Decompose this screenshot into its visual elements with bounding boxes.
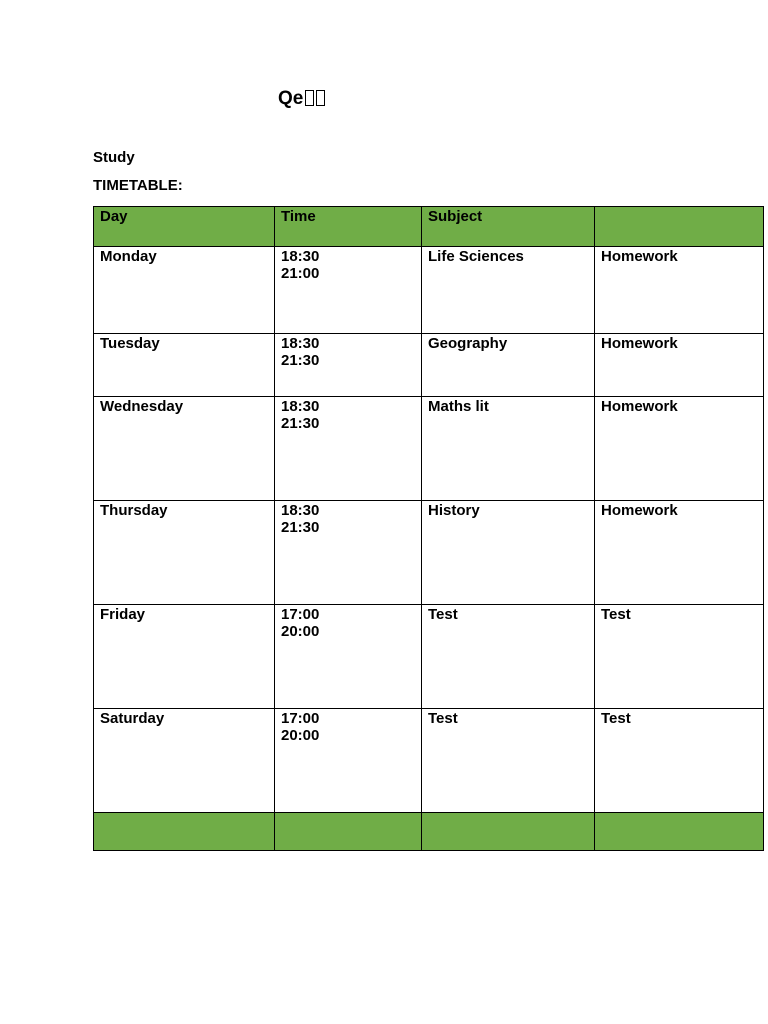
cell-task: Homework	[595, 397, 764, 501]
cell-time	[275, 605, 422, 709]
cell-subject: Geography	[422, 334, 595, 397]
cell-time	[275, 334, 422, 397]
table-header-row	[94, 207, 764, 247]
time-start: 18:30	[281, 398, 320, 415]
cell-time	[275, 247, 422, 334]
footer-cell	[595, 813, 764, 851]
cell-time	[275, 397, 422, 501]
header-cell-day: Day	[94, 207, 275, 247]
cell-task: Homework	[595, 334, 764, 397]
table-row	[94, 605, 764, 709]
time-end: 21:30	[281, 352, 320, 369]
time-end: 21:30	[281, 415, 320, 432]
missing-glyph-box-icon	[316, 90, 325, 106]
time-end: 20:00	[281, 727, 320, 744]
cell-day: Monday	[94, 247, 275, 334]
footer-cell	[275, 813, 422, 851]
table-row	[94, 397, 764, 501]
cell-task: Homework	[595, 247, 764, 334]
header-cell-subject: Subject	[422, 207, 595, 247]
time-end: 21:30	[281, 519, 320, 536]
time-start: 18:30	[281, 248, 320, 265]
cell-day: Wednesday	[94, 397, 275, 501]
cell-time	[275, 501, 422, 605]
cell-time	[275, 709, 422, 813]
cell-day: Thursday	[94, 501, 275, 605]
header-cell-task	[595, 207, 764, 247]
time-end: 21:00	[281, 265, 320, 282]
time-start: 17:00	[281, 606, 320, 623]
time-start: 17:00	[281, 710, 320, 727]
table-row	[94, 334, 764, 397]
cell-day: Tuesday	[94, 334, 275, 397]
table-row	[94, 247, 764, 334]
timetable-table	[93, 206, 764, 851]
footer-cell	[422, 813, 595, 851]
cell-day: Friday	[94, 605, 275, 709]
footer-cell	[94, 813, 275, 851]
cell-subject: Test	[422, 605, 595, 709]
cell-subject: Test	[422, 709, 595, 813]
cell-day: Saturday	[94, 709, 275, 813]
cell-task: Test	[595, 605, 764, 709]
table-row	[94, 501, 764, 605]
cell-subject: Life Sciences	[422, 247, 595, 334]
cell-task: Homework	[595, 501, 764, 605]
time-start: 18:30	[281, 502, 320, 519]
missing-glyph-box-icon	[305, 90, 314, 106]
cell-subject: History	[422, 501, 595, 605]
timetable-label: TIMETABLE:	[93, 177, 183, 194]
table-footer-row	[94, 813, 764, 851]
study-label: Study	[93, 149, 135, 166]
header-cell-time: Time	[275, 207, 422, 247]
time-start: 18:30	[281, 335, 320, 352]
time-end: 20:00	[281, 623, 320, 640]
cell-task: Test	[595, 709, 764, 813]
document-title	[278, 88, 325, 110]
cell-subject: Maths lit	[422, 397, 595, 501]
table-row	[94, 709, 764, 813]
document-title-text: Qe	[278, 88, 304, 109]
